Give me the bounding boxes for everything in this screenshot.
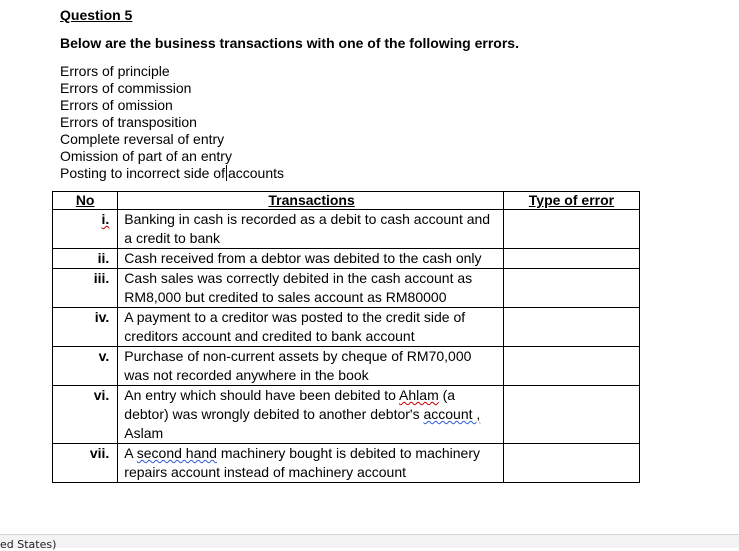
table-row — [53, 444, 640, 483]
error-type-item: Complete reversal of entry — [60, 131, 225, 147]
row-number: vii. — [53, 444, 118, 483]
table-row — [53, 308, 640, 347]
row-number: iii. — [53, 269, 118, 308]
text-cursor — [226, 165, 227, 181]
transaction-text[interactable]: Cash sales was correctly debited in the cash account as RM8,000 but credited to sales account as RM80000 — [118, 269, 504, 308]
misspelled-word[interactable]: Ahlam — [399, 387, 439, 403]
text-run: (a debtor) was wrongly debited to another debtor's — [124, 387, 456, 422]
type-of-error-cell[interactable] — [503, 386, 639, 444]
type-of-error-cell[interactable] — [503, 249, 639, 269]
row-number: vi. — [53, 386, 118, 444]
language-status[interactable]: ed States) — [0, 538, 57, 551]
header-transactions: Transactions — [118, 192, 504, 210]
error-type-item: Omission of part of an entry — [60, 148, 232, 164]
transaction-text[interactable]: Banking in cash is recorded as a debit to cash account and a credit to bank — [118, 210, 504, 249]
text-run: machinery bought is debited to machinery repairs account instead of machinery account — [124, 445, 480, 480]
table-row — [53, 386, 640, 444]
error-types-list — [60, 63, 284, 182]
error-type-item: Errors of commission — [60, 80, 192, 96]
error-type-item: Errors of transposition — [60, 114, 197, 130]
question-title: Question 5 — [60, 7, 133, 23]
table-row — [53, 210, 640, 249]
type-of-error-cell[interactable] — [503, 210, 639, 249]
transaction-text[interactable] — [118, 444, 504, 483]
transaction-text[interactable]: A payment to a creditor was posted to the credit side of creditors account and credited to bank account — [118, 308, 504, 347]
type-of-error-cell[interactable] — [503, 308, 639, 347]
table-row — [53, 347, 640, 386]
row-number: v. — [53, 347, 118, 386]
type-of-error-cell[interactable] — [503, 444, 639, 483]
error-type-item: Errors of principle — [60, 63, 170, 79]
text-run: An entry which should have been debited to — [124, 387, 400, 403]
error-type-item: Errors of omission — [60, 97, 173, 113]
error-type-text: accounts — [227, 165, 285, 181]
row-number: i. — [101, 211, 110, 227]
header-type-of-error: Type of error — [503, 192, 639, 210]
header-no: No — [53, 192, 118, 210]
transaction-text[interactable]: Purchase of non-current assets by cheque of RM70,000 was not recorded anywhere in the book — [118, 347, 504, 386]
error-type-item — [60, 165, 284, 182]
error-type-text: Posting to incorrect side of — [60, 165, 225, 181]
table-header-row — [53, 192, 640, 210]
type-of-error-cell[interactable] — [503, 347, 639, 386]
text-run: Aslam — [124, 425, 164, 441]
transaction-text[interactable] — [118, 386, 504, 444]
grammar-flagged-text[interactable]: account , — [423, 406, 481, 422]
row-number: iv. — [53, 308, 118, 347]
grammar-flagged-text[interactable]: second hand — [136, 445, 217, 461]
type-of-error-cell[interactable] — [503, 269, 639, 308]
text-run: A — [124, 445, 137, 461]
question-intro: Below are the business transactions with one of the following errors. — [60, 35, 519, 51]
transactions-table — [52, 191, 640, 483]
table-row — [53, 269, 640, 308]
transaction-text[interactable]: Cash received from a debtor was debited to the cash only — [118, 249, 504, 269]
table-row — [53, 249, 640, 269]
status-bar — [0, 534, 739, 551]
row-number: ii. — [53, 249, 118, 269]
